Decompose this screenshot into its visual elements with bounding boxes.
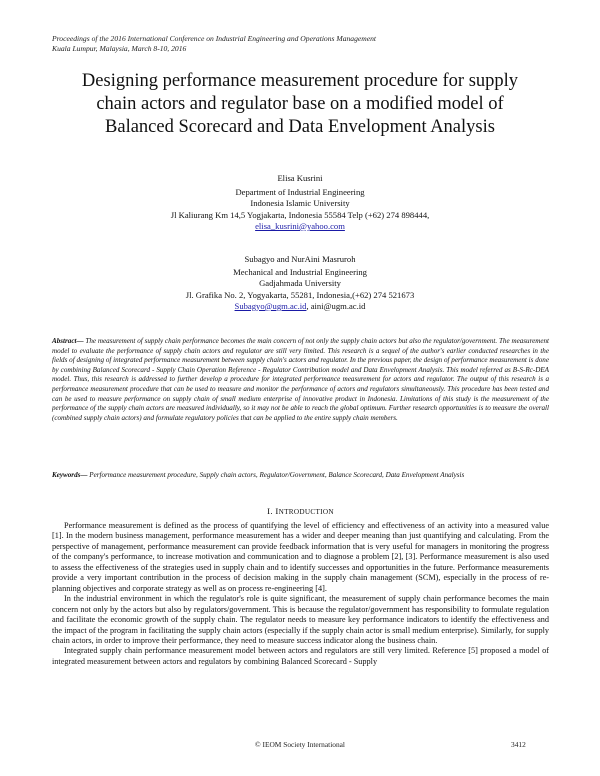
author-address: Jl Kaliurang Km 14,5 Yogjakarta, Indonesia 55584 Telp (+62) 274 898444, <box>170 209 430 220</box>
author-address: Jl. Grafika No. 2, Yogyakarta, 55281, Indonesia,(+62) 274 521673 <box>185 289 415 300</box>
author-university: Gadjahmada University <box>259 278 341 289</box>
section-heading <box>52 506 549 516</box>
paper-title <box>40 70 560 139</box>
author-university: Indonesia Islamic University <box>250 198 350 209</box>
author-name: Subagyo and NurAini Masruroh <box>244 254 356 264</box>
author-email-link[interactable]: Subagyo@ugm.ac.id <box>234 300 307 311</box>
author-email-link[interactable]: elisa_kusrini@yahoo.com <box>255 220 345 231</box>
abstract: Abstract— The measurement of supply chain performance becomes the main concern of not only the supply chain actors but also the regulator/government. The measurement model to evaluate the performance of supply chain actors and regulator are still very limited. This research is a sequel of the author's earlier conducted researches in the fields of designing of integrated performance measurement between supply chain's actors and regulator. In the previous paper, the design of performance measurement is done by combining Balanced Scorecard - Supply Chain Operation Reference - Regulator Contribution model and Data Envelopment Analysis. This model referred as B-S-Rc-DEA model. Thus, this research is addressed to further develop a procedure for integrated performance measurement for actors and regulator. The output of this research is a performance measurement procedure that can be used to measure and monitor the performance of actors and regulators simultaneously. This procedure has been tested and can be used to measure performance on supply chain of small medium enterprise of innovative product in Indonesia. Limitations of this study is the measurement of the performance of the supply chain actors are measured individually, so it may not be able to reach the global optimum. Further research opportunities is to measure the overall (combined supply chain actors) and formulate regulatory policies that can be applied to the entire supply chain members. <box>52 337 550 422</box>
abstract-text: The measurement of supply chain performance becomes the main concern of not only the supply chain actors but also the regulator/government. The measurement model to evaluate the performance of supply chain actors and regulator are still very limited. This research is a sequel of the author's earlier conducted researches in the fields of designing of integrated performance measurement between supply chain's actors and regulator. In the previous paper, the design of performance measurement is done by combining Balanced Scorecard - Supply Chain Operation Reference - Regulator Contribution model and Data Envelopment Analysis. This model referred as B-S-Rc-DEA model. Thus, this research is addressed to further develop a procedure for integrated performance measurement for actors and regulator. The output of this research is a performance measurement procedure that can be used to measure and monitor the performance of actors and regulators simultaneously. This procedure has been tested and can be used to measure performance on supply chain of small medium enterprise of innovative product in Indonesia. Limitations of this study is the measurement of the performance of the supply chain actors are measured individually, so it may not be able to reach the global optimum. Further research opportunities is to measure the overall (combined supply chain actors) and formulate regulatory policies that can be applied to the entire supply chain members. <box>52 337 550 422</box>
body-text <box>52 521 549 667</box>
paragraph-2: In the industrial environment in which the regulator's role is quite significant, the measurement of supply chain performance becomes the main concern not only by the actors but also by regulators/government. This is because the regulator/government has responsibility to formulate regulation and facilitate the economic growth of the supply chain. The regulator needs to measure key performance indicators to identify the effectiveness and the impact of the program in facilitating the supply chain actors (especially if the supply chain actor is small medium enterprise). Similarly, for supply chain actors, in order to improve their performance, they need to measure success indicator along the business chain. <box>52 594 549 645</box>
author-block-1 <box>60 173 540 232</box>
paragraph-3: Integrated supply chain performance measurement model between actors and regulators are still very limited. Reference [5] proposed a model of integrated measurement between actors and regulators by combining Balanced Scorecard - Supply <box>52 646 549 666</box>
keywords-text: Performance measurement procedure, Supply chain actors, Regulator/Government, Balance Scorecard, Data Envelopment Analysis <box>89 471 465 479</box>
keywords-label: Keywords <box>52 471 81 479</box>
header-line-2: Kuala Lumpur, Malaysia, March 8-10, 2016 <box>52 44 187 53</box>
author-department: Mechanical and Industrial Engineering <box>233 267 367 278</box>
abstract-label: Abstract <box>52 337 77 345</box>
footer-page-number: 3412 <box>511 740 526 749</box>
paragraph-1: Performance measurement is defined as the process of quantifying the level of efficiency and effectiveness of an activity into a measured value [1]. In the modern business management, performance measurement has a wider and deeper meaning than just quantifying and calculating. From the perspective of management, performance measurement can provide feedback information that is very useful for managers in monitoring the progress of the company's performance, to increase motivation and communication and to diagnose a problem [2], [3]. Performance measurement is also used to assess the effectiveness of the strategies used in supply chain and to identify successes and opportunities in the future. Performance measurements provide a very important contribution in the process of decision making in the supply chain management (SCM), especially in the process of re-planning objectives and corporate strategy as well as on process re-engineering [4]. <box>52 521 549 593</box>
title-line-2: chain actors and regulator base on a modified model of <box>96 94 504 114</box>
author-email-rest: , aini@ugm.ac.id <box>306 300 366 311</box>
keywords: Keywords— Performance measurement procedure, Supply chain actors, Regulator/Government, Balance Scorecard, Data Envelopment Analysis <box>52 471 465 479</box>
footer-copyright: © IEOM Society International <box>255 740 345 749</box>
title-line-3: Balanced Scorecard and Data Envelopment Analysis <box>105 117 495 137</box>
author-department: Department of Industrial Engineering <box>235 187 365 198</box>
section-title-rest: NTRODUCTION <box>278 508 334 516</box>
section-title-first: I <box>275 506 279 516</box>
author-name: Elisa Kusrini <box>277 173 323 183</box>
title-line-1: Designing performance measurement procedure for supply <box>81 71 519 91</box>
proceedings-header <box>52 34 552 54</box>
author-block-2 <box>60 254 540 312</box>
section-numeral: I. <box>267 506 273 516</box>
header-line-1: Proceedings of the 2016 International Conference on Industrial Engineering and Operations Management <box>52 34 377 43</box>
